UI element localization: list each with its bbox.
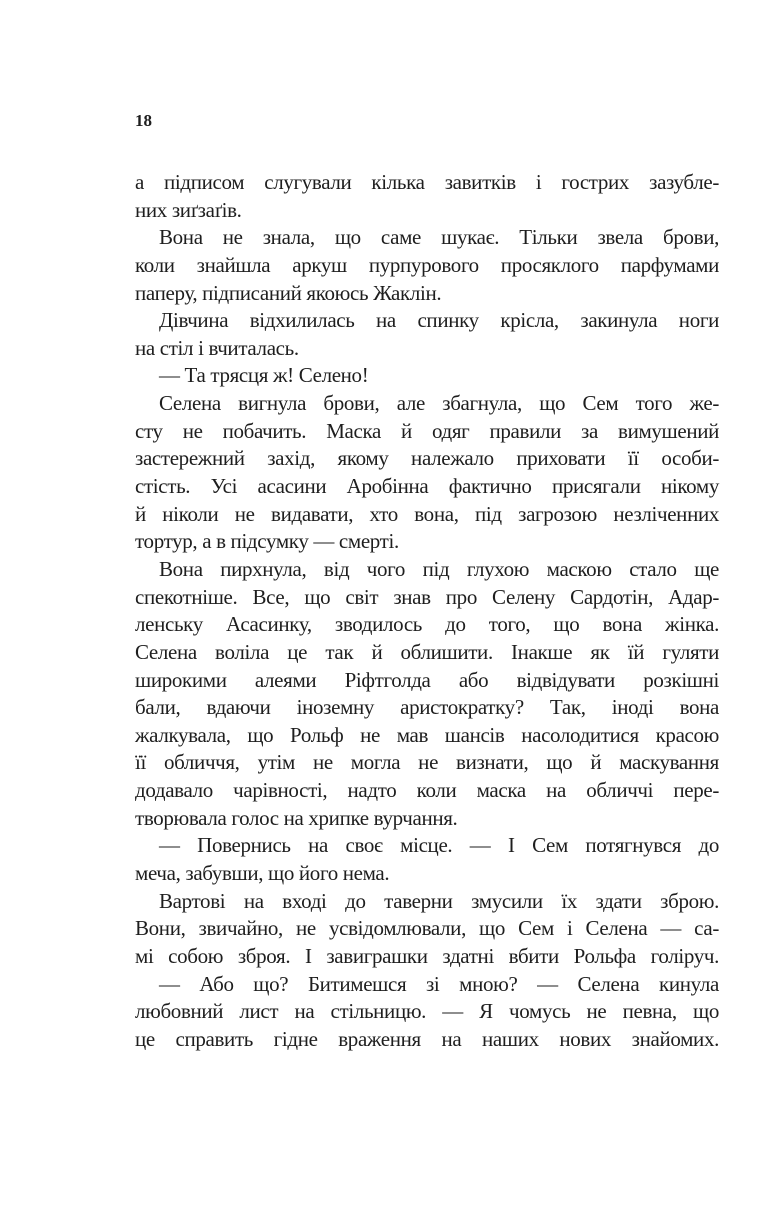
text-line: спекотніше. Все, що світ знав про Селену Сардотін, Адар- (135, 584, 719, 609)
text-line: паперу, підписаний якоюсь Жаклін. (135, 280, 442, 305)
text-line: Вона пирхнула, від чого під глухою маскою стало ще (159, 556, 719, 581)
text-line: додавало чарівності, надто коли маска на обличчі пере- (135, 778, 719, 803)
text-line: Дівчина відхилилась на спинку крісла, закинула ноги (159, 308, 719, 333)
text-line: Вона не знала, що саме шукає. Тільки звела брови, (159, 225, 719, 250)
text-line: — Та трясця ж! Селено! (159, 363, 369, 388)
text-line: застережний захід, якому належало приховати її особи- (135, 446, 719, 471)
text-line: й ніколи не видавати, хто вона, під загрозою незліченних (135, 501, 719, 526)
text-line: меча, забувши, що його нема. (135, 861, 390, 886)
text-line: Селена воліла це так й облишити. Інакше як їй гуляти (135, 639, 719, 664)
text-line: творювала голос на хрипке вурчання. (135, 805, 458, 830)
text-line: Селена вигнула брови, але збагнула, що Сем того же- (159, 391, 719, 416)
text-line: сту не побачить. Маска й одяг правили за вимушений (135, 418, 719, 443)
text-line: Вони, звичайно, не усвідомлювали, що Сем і Селена — са- (135, 916, 719, 941)
text-line: бали, вдаючи іноземну аристократку? Так, іноді вона (135, 695, 719, 720)
text-line: широкими алеями Ріфтголда або відвідувати розкішні (135, 667, 719, 692)
text-line: них зиґзаґів. (135, 197, 242, 222)
body-text (135, 169, 719, 1054)
text-line: мі собою зброя. І завиграшки здатні вбити Рольфа голіруч. (135, 943, 719, 968)
text-line: жалкувала, що Рольф не мав шансів насолодитися красою (135, 722, 719, 747)
text-line: ленську Асасинку, зводилось до того, що вона жінка. (135, 612, 719, 637)
text-line: тортур, а в підсумку — смерті. (135, 529, 399, 554)
page-number: 18 (135, 111, 152, 130)
text-line: а підписом слугували кілька завитків і гострих зазубле- (135, 170, 719, 194)
text-line: — Або що? Битимешся зі мною? — Селена кинула (159, 971, 719, 996)
text-line: любовний лист на стільницю. — Я чомусь не певна, що (135, 999, 719, 1024)
text-line: на стіл і вчиталась. (135, 335, 299, 360)
text-line: коли знайшла аркуш пурпурового просяклого парфумами (135, 252, 719, 277)
text-line: — Повернись на своє місце. — І Сем потягнувся до (159, 833, 719, 858)
text-line: стість. Усі асасини Аробінна фактично присягали нікому (135, 474, 719, 499)
text-line: Вартові на вході до таверни змусили їх здати зброю. (159, 888, 719, 913)
text-line: це справить гідне враження на наших нових знайомих. (135, 1026, 719, 1051)
text-line: її обличчя, утім не могла не визнати, що й маскування (135, 750, 719, 775)
